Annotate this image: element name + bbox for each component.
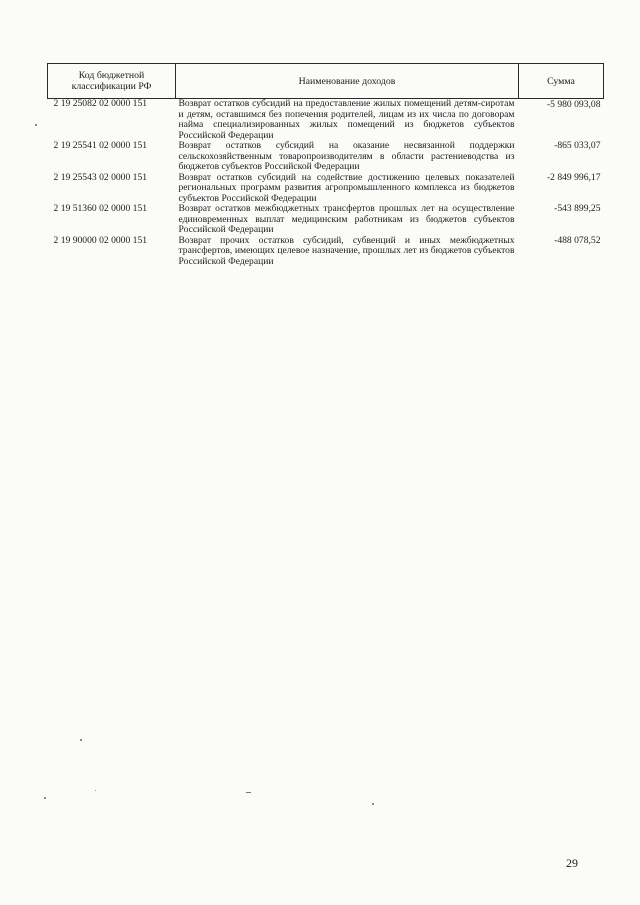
row-name: Возврат остатков субсидий на предоставление жилых помещений детям-сиротам и детям, оставшимся без попечения родителей, лицам из их числа по договорам найма специализированных жилых помещений из бюджетов субъектов Российской Федерации: [178, 98, 515, 141]
row-code: 2 19 25541 02 0000 151: [53, 140, 148, 151]
row-code: 2 19 90000 02 0000 151: [53, 234, 148, 246]
scan-speck: [35, 124, 37, 126]
table-row: [48, 99, 604, 142]
row-sum: -865 033,07: [554, 140, 601, 151]
row-name: Возврат прочих остатков субсидий, субвенций и иных межбюджетных трансфертов, имеющих целевое назначение, прошлых лет из бюджетов субъектов Российской Федерации: [178, 234, 515, 267]
scan-speck: [372, 803, 374, 805]
table-header: [48, 64, 604, 99]
header-code: Код бюджетной классификации РФ: [48, 64, 176, 99]
table-body: [48, 99, 604, 268]
scan-speck: [80, 739, 82, 741]
header-name: Наименование доходов: [176, 64, 519, 99]
row-name: Возврат остатков субсидий на оказание несвязанной поддержки сельскохозяйственным товаропроизводителям в области растениеводства из бюджетов субъектов Российской Федерации: [178, 140, 515, 172]
revenue-table: [47, 63, 604, 267]
row-sum: -2 849 996,17: [546, 171, 601, 183]
row-sum: -543 899,25: [554, 203, 601, 214]
row-sum: -5 980 093,08: [546, 99, 601, 110]
row-name: Возврат остатков межбюджетных трансфертов прошлых лет на осуществление единовременных выплат медицинским работникам из бюджетов субъектов Российской Федерации: [178, 203, 515, 235]
row-code: 2 19 51360 02 0000 151: [53, 203, 148, 214]
scan-speck: [95, 790, 96, 791]
header-row: [48, 64, 604, 99]
row-sum: -488 078,52: [554, 234, 601, 246]
table-row: [48, 141, 604, 173]
row-code: 2 19 25543 02 0000 151: [53, 171, 148, 183]
table-row: [48, 173, 604, 205]
table-row: [48, 236, 604, 268]
page-number: 29: [566, 856, 578, 870]
row-name: Возврат остатков субсидий на содействие достижению целевых показателей региональных программ развития агропромышленного комплекса из бюджетов субъектов Российской Федерации: [178, 171, 515, 204]
scan-speck: [44, 797, 46, 799]
table-row: [48, 204, 604, 236]
header-sum: Сумма: [519, 64, 604, 99]
row-code: 2 19 25082 02 0000 151: [53, 98, 148, 109]
scan-speck: [246, 792, 251, 793]
